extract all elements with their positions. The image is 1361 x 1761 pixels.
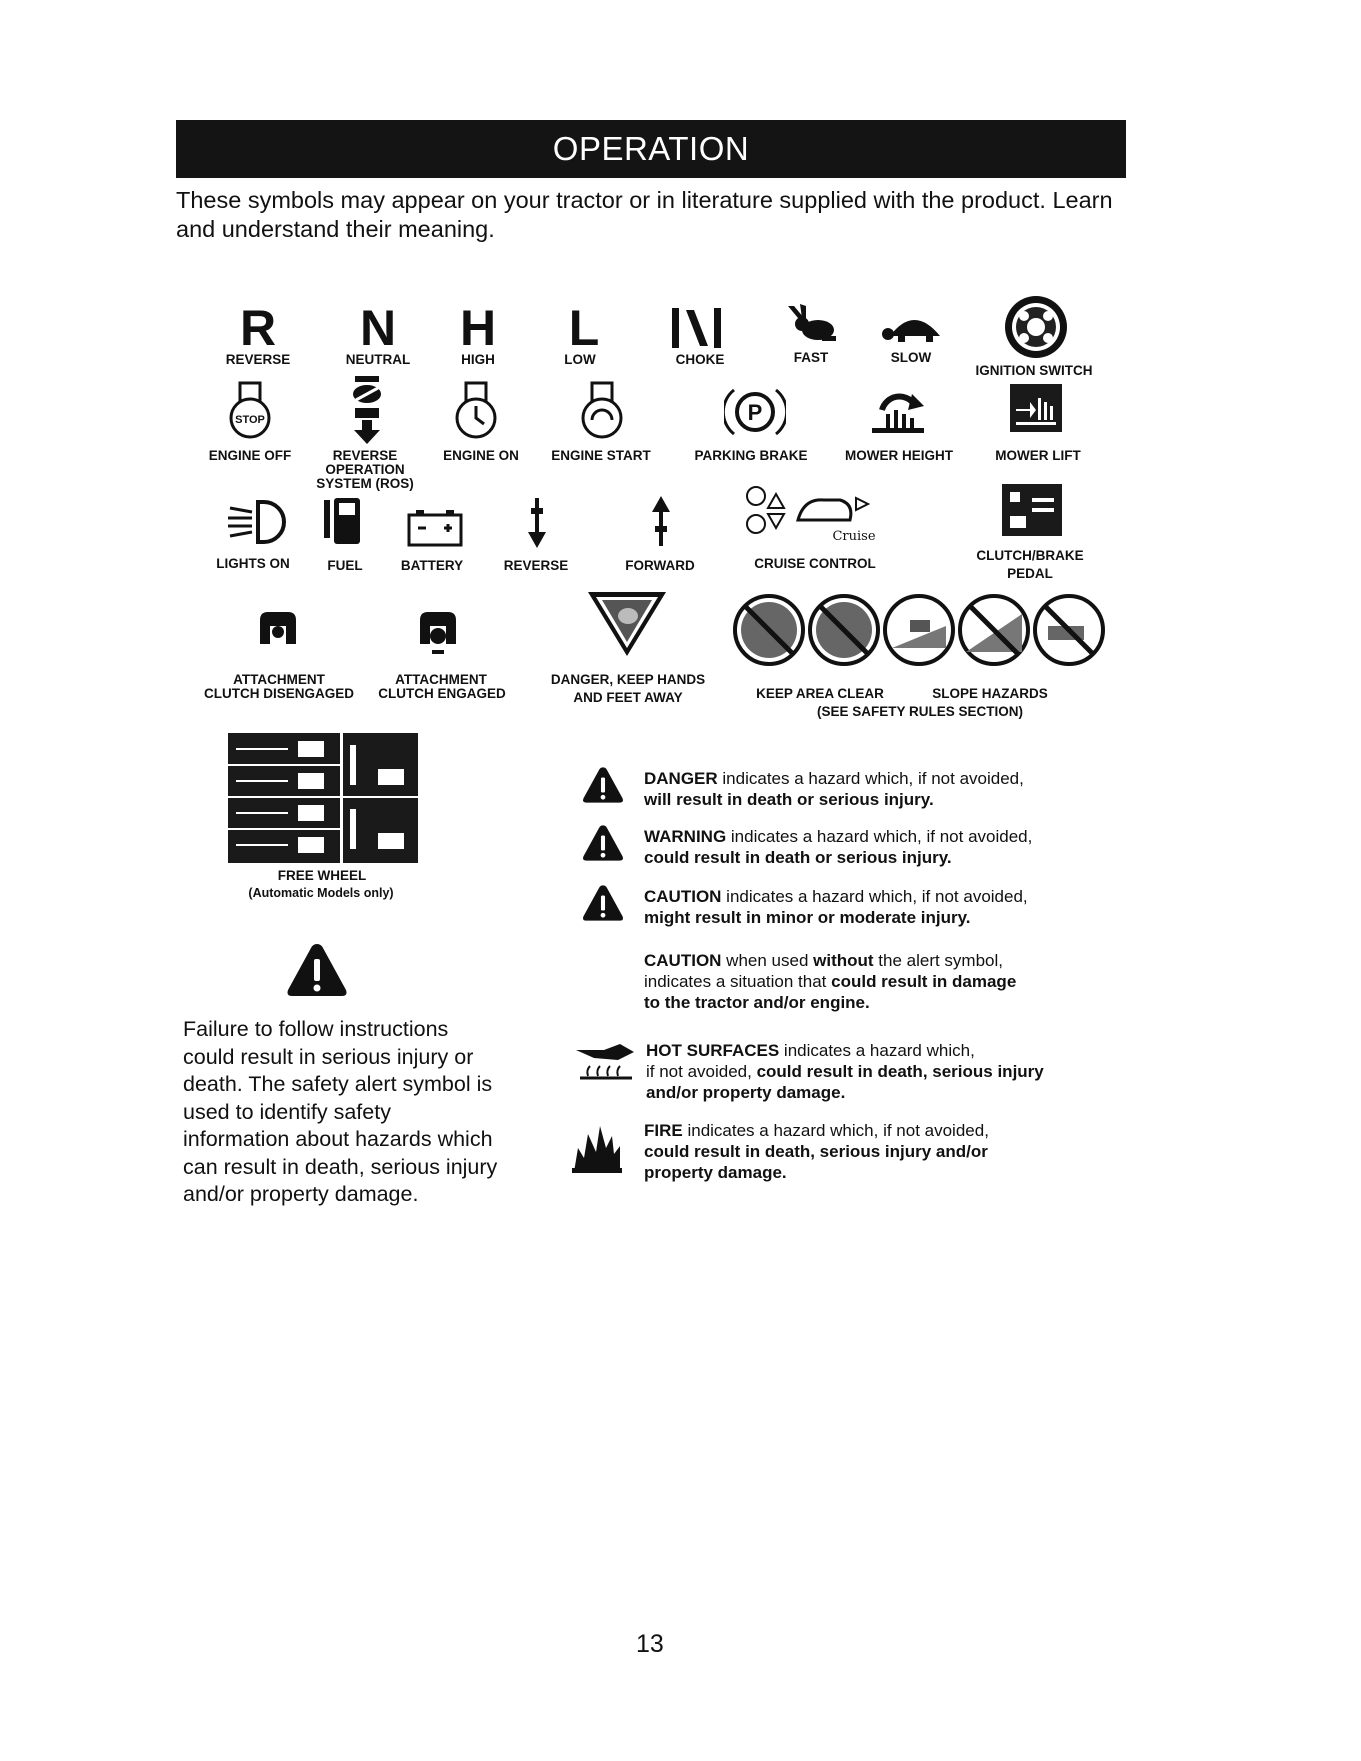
reverse-label: REVERSE [225,352,291,367]
high-letter: H [459,300,497,356]
reverse-letter: R [239,300,277,356]
caution-no-symbol-definition: CAUTION when used without the alert symbol, indicates a situation that could result in damage to the tractor and/or engine. [644,951,1017,1012]
slope-hazard-icon-1 [885,596,953,664]
ignition-switch-label: IGNITION SWITCH [975,363,1093,378]
high-label: HIGH [461,352,495,367]
safety-alert-icon [286,942,348,998]
hot-surfaces-icon [574,1040,636,1084]
engine-off-icon [226,380,274,440]
svg-text:STOP: STOP [235,414,265,426]
battery-label: BATTERY [400,558,464,573]
free-wheel-icon [228,733,418,863]
fire-icon [570,1118,624,1174]
page-number: 13 [636,1630,664,1658]
battery-icon [406,508,464,548]
mower-height-icon [868,384,928,436]
hot-surfaces-definition: HOT SURFACES indicates a hazard which, if not avoided, could result in death, serious injury and/or property damage. [646,1041,1044,1102]
ros-icon [346,374,388,446]
keep-area-clear-label: KEEP AREA CLEAR [756,686,884,701]
slope-hazards-label: SLOPE HAZARDS [932,686,1048,701]
lights-on-label: LIGHTS ON [216,556,290,571]
danger-hands-label-1: DANGER, KEEP HANDS [550,672,706,687]
clutch-brake-label-2: PEDAL [1007,566,1053,581]
attachment-disengaged-label-1: ATTACHMENT [233,672,325,687]
choke-icon [668,304,726,352]
attachment-engaged-label-1: ATTACHMENT [395,672,487,687]
section-banner [176,120,1126,178]
free-wheel-sublabel: (Automatic Models only) [248,886,394,900]
slope-hazard-icon-2 [960,596,1028,664]
slow-label: SLOW [890,350,932,365]
svg-text:P: P [747,400,763,425]
mower-lift-icon [1010,384,1062,432]
danger-alert-icon [582,766,624,804]
mower-lift-label: MOWER LIFT [995,448,1081,463]
fuel-icon [322,496,366,546]
safety-rules-ref-label: (SEE SAFETY RULES SECTION) [816,704,1024,719]
clutch-brake-icon [1002,484,1062,536]
free-wheel-label: FREE WHEEL [277,868,367,883]
choke-label: CHOKE [675,352,725,367]
reverse-arrow-icon [524,494,550,550]
fuel-label: FUEL [327,558,363,573]
clutch-brake-label-1: CLUTCH/BRAKE [976,548,1084,563]
danger-hands-icon [586,588,668,658]
engine-on-icon [454,380,498,440]
keep-area-clear-icon-1 [735,596,803,664]
engine-start-icon [580,380,624,440]
turtle-icon [880,310,948,346]
engine-on-label: ENGINE ON [443,448,519,463]
forward-arrow-icon [648,494,674,550]
forward-arrow-label: FORWARD [625,558,695,573]
parking-brake-label: PARKING BRAKE [694,448,808,463]
low-label: LOW [564,352,596,367]
section-title: OPERATION [552,130,750,167]
danger-definition: DANGER indicates a hazard which, if not avoided, will result in death or serious injury. [644,769,1024,809]
cruise-control-icon [744,484,914,546]
attachment-engaged-icon [416,610,460,662]
cruise-control-label: CRUISE CONTROL [754,556,876,571]
lights-on-icon [224,498,294,546]
failure-warning-text: Failure to follow instructions could result in serious injury or death. The safety alert symbol is used to identify safety information about hazards which can result in death, serious injury and/or property damage. [183,1017,498,1206]
rabbit-icon [786,302,844,346]
mower-height-label: MOWER HEIGHT [845,448,953,463]
attachment-engaged-label-2: CLUTCH ENGAGED [378,686,506,701]
svg-text:Cruise: Cruise [832,529,876,544]
ignition-switch-icon [1002,294,1070,360]
attachment-disengaged-icon [256,610,300,646]
warning-definition: WARNING indicates a hazard which, if not avoided, could result in death or serious injury. [644,827,1033,867]
engine-start-label: ENGINE START [551,448,651,463]
caution-alert-icon [582,884,624,922]
slope-hazard-icon-3 [1035,596,1103,664]
danger-hands-label-2: AND FEET AWAY [573,690,683,705]
ros-label-3: SYSTEM (ROS) [316,476,414,491]
ros-label-2: OPERATION [325,462,405,477]
neutral-letter: N [359,300,397,356]
fast-label: FAST [793,350,829,365]
neutral-label: NEUTRAL [345,352,411,367]
reverse-arrow-label: REVERSE [503,558,569,573]
ros-label-1: REVERSE [332,448,398,463]
keep-clear-slope-icons [730,592,1110,670]
intro-text: These symbols may appear on your tractor or in literature supplied with the product. Learn and understand their meaning. [176,187,1113,242]
keep-area-clear-icon-2 [810,596,878,664]
engine-off-label: ENGINE OFF [208,448,292,463]
caution-definition: CAUTION indicates a hazard which, if not avoided, might result in minor or moderate injury. [644,887,1028,927]
parking-brake-icon [724,384,786,440]
low-letter: L [568,300,600,356]
fire-definition: FIRE indicates a hazard which, if not avoided, could result in death, serious injury and/or property damage. [644,1121,989,1182]
warning-alert-icon [582,824,624,862]
attachment-disengaged-label-2: CLUTCH DISENGAGED [203,686,354,701]
